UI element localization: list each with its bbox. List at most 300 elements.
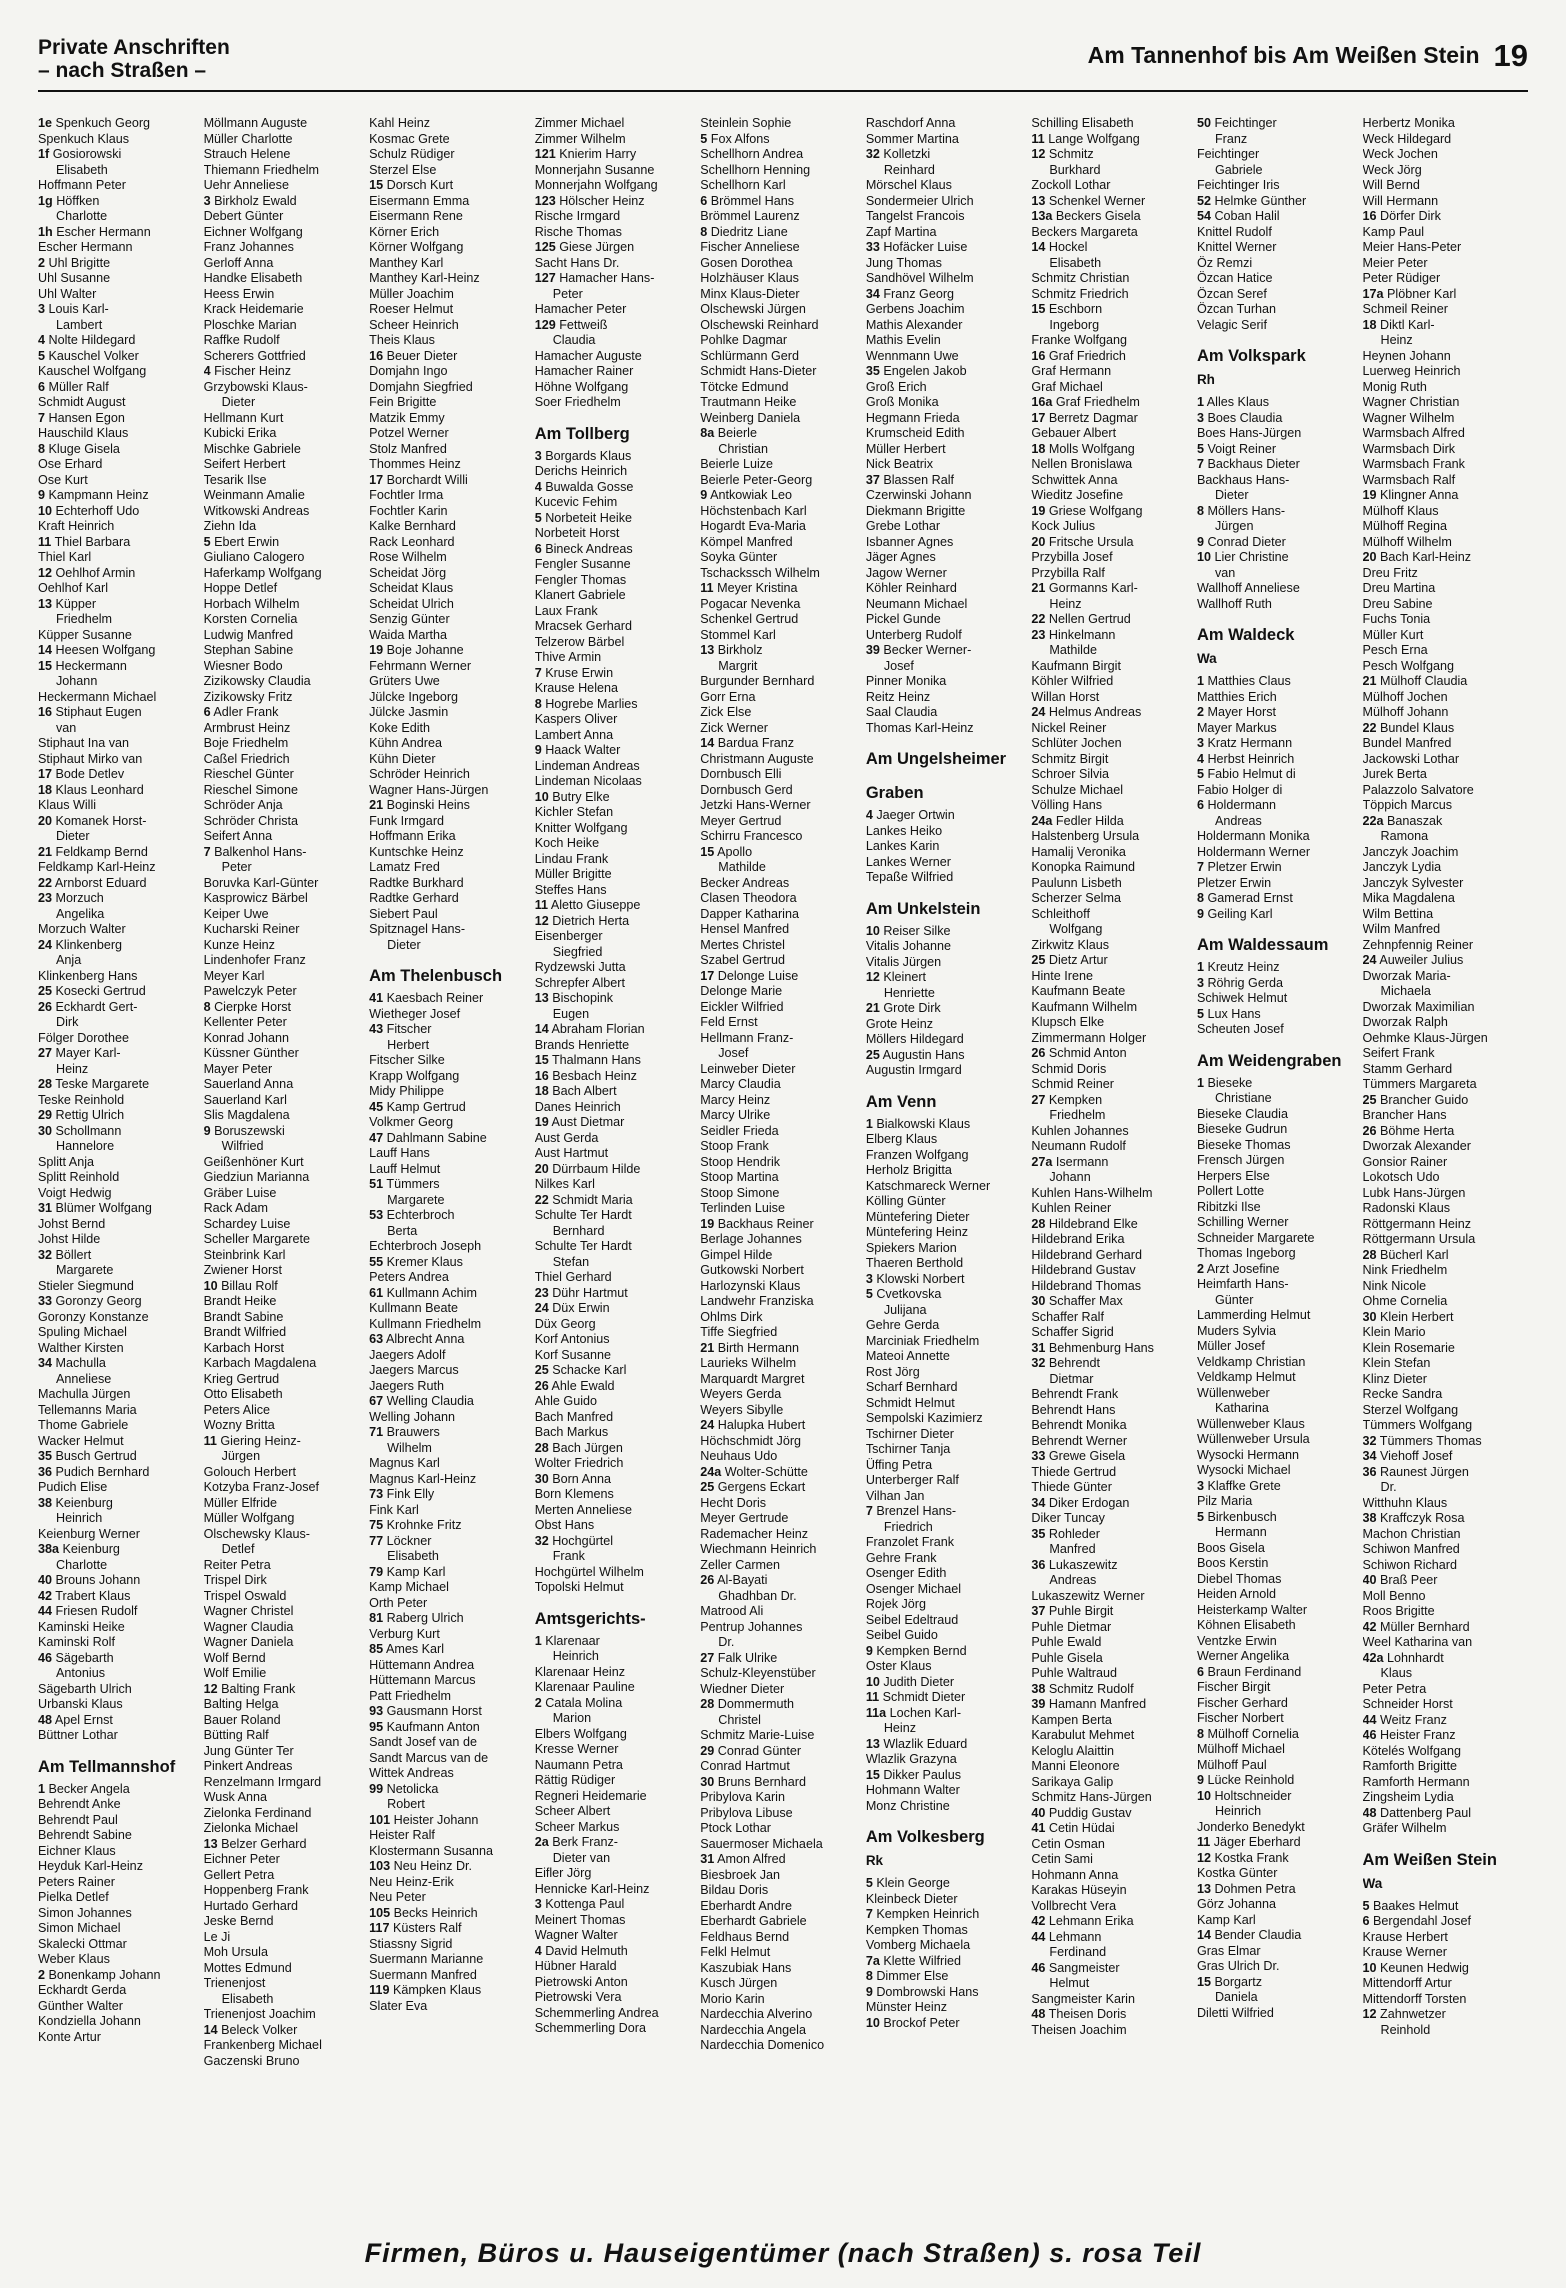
entry-continuation: Reinhard [883, 162, 935, 177]
resident-entry: Hellmann Kurt [203, 410, 284, 425]
resident-entry: 7 Balkenhol Hans- [203, 844, 307, 859]
house-number: 5 [1196, 1509, 1204, 1524]
house-number: 2 [1196, 705, 1204, 719]
resident-entry: Gras Ulrich Dr. [1196, 1959, 1280, 1973]
resident-entry: Kötelés Wolfgang [1362, 1743, 1461, 1758]
house-number: 12 [1362, 2007, 1377, 2021]
resident-entry: Pohlke Dagmar [700, 333, 788, 347]
house-number: 81 [369, 1611, 384, 1625]
resident-entry: Behrendt Anke [38, 1797, 121, 1811]
resident-entry: Scheidat Ulrich [369, 596, 454, 611]
resident-entry: Klaus Willi [38, 798, 97, 812]
resident-entry: 8 Hogrebe Marlies [534, 696, 638, 711]
house-number: 7a [865, 1953, 880, 1968]
resident-entry: 2a Berk Franz- [534, 1835, 618, 1849]
house-number: 1 [1196, 960, 1204, 974]
directory-column [204, 116, 368, 2206]
resident-entry: Pudich Elise [38, 1480, 108, 1494]
house-number: 5 [1196, 767, 1204, 781]
resident-entry: 18 Klaus Leonhard [38, 782, 144, 797]
resident-entry: Gerloff Anna [203, 255, 274, 270]
house-number: 11 [38, 534, 52, 549]
resident-entry: 35 Rohleder [1031, 1526, 1100, 1541]
resident-entry: Mittendorff Torsten [1362, 1991, 1467, 2006]
resident-entry: Tümmers Wolfgang [1362, 1418, 1473, 1432]
house-number: 3 [1196, 1478, 1204, 1493]
house-number: 21 [369, 798, 384, 812]
resident-entry: Telzerow Bärbel [534, 634, 625, 649]
resident-entry: Küpper Susanne [38, 627, 132, 642]
resident-entry: 24 Auweiler Julius [1362, 953, 1464, 967]
resident-entry: Velagic Serif [1196, 317, 1267, 332]
entry-continuation: Gabriele [1214, 162, 1263, 177]
resident-entry: Müller Kurt [1362, 627, 1424, 642]
house-number: 39 [865, 643, 880, 657]
resident-entry: Stiphaut Ina van [38, 736, 130, 750]
resident-entry: 8 Diedritz Liane [700, 224, 788, 239]
entry-continuation: van [56, 720, 77, 735]
resident-entry: 25 Brancher Guido [1362, 1092, 1469, 1107]
resident-entry: Puhle Ewald [1031, 1635, 1102, 1649]
resident-entry: Weck Jochen [1362, 147, 1438, 161]
resident-entry: Fehrmann Werner [369, 658, 472, 673]
entry-continuation: Ghadhban Dr. [718, 1588, 797, 1603]
resident-entry: 73 Fink Elly [369, 1487, 435, 1501]
house-number: 15 [369, 178, 384, 192]
resident-entry: Hübner Harald [534, 1959, 617, 1973]
resident-entry: 7a Klette Wilfried [865, 1953, 962, 1968]
house-number: 32 [1362, 1433, 1377, 1448]
resident-entry: Schneider Margarete [1196, 1230, 1315, 1245]
resident-entry: Nellen Bronislawa [1031, 457, 1133, 471]
house-number: 11 [1031, 131, 1045, 146]
house-number: 16 [38, 705, 53, 719]
resident-entry: Schulze Michael [1031, 782, 1124, 797]
house-number: 7 [38, 410, 46, 425]
resident-entry: Kaufmann Beate [1031, 984, 1126, 998]
resident-entry: 16 Besbach Heinz [534, 1068, 637, 1083]
resident-entry: 4 Nolte Hildegard [38, 333, 136, 347]
resident-entry: Klupsch Elke [1031, 1015, 1105, 1029]
resident-entry: Regneri Heidemarie [534, 1788, 647, 1803]
house-number: 77 [369, 1533, 384, 1548]
resident-entry: Krack Heidemarie [203, 302, 304, 316]
resident-entry: Kampen Berta [1031, 1712, 1112, 1727]
house-number: 24 [38, 937, 53, 952]
resident-entry: Tötcke Edmund [700, 379, 789, 394]
resident-entry: 18 Molls Wolfgang [1031, 441, 1135, 456]
resident-entry: Schmitz Friedrich [1031, 286, 1129, 301]
resident-entry: 9 Antkowiak Leo [700, 488, 792, 502]
resident-entry: 71 Brauwers [369, 1425, 440, 1439]
resident-entry: Pogacar Nevenka [700, 596, 801, 611]
resident-entry: 21 Boginski Heins [369, 798, 470, 812]
entry-continuation: Dr. [1380, 1480, 1397, 1494]
resident-entry: 35 Engelen Jakob [865, 364, 967, 378]
resident-entry: 10 Echterhoff Udo [38, 503, 140, 518]
resident-entry: 10 Brockof Peter [865, 2015, 960, 2030]
street-heading: Am Volkspark [1196, 347, 1306, 365]
resident-entry: Bieseke Claudia [1196, 1106, 1288, 1121]
resident-entry: 48 Apel Ernst [38, 1712, 113, 1727]
resident-entry: Frankenberg Michael [203, 2038, 322, 2052]
resident-entry: Kosmac Grete [369, 131, 450, 146]
resident-entry: 28 Bach Jürgen [534, 1440, 623, 1455]
resident-entry: 30 Klein Herbert [1362, 1309, 1454, 1324]
resident-entry: 3 Klaffke Grete [1196, 1478, 1281, 1493]
entry-continuation: Margarete [387, 1192, 445, 1207]
resident-entry: Hamalij Veronika [1031, 844, 1126, 859]
resident-entry: Wieditz Josefine [1031, 488, 1124, 502]
resident-entry: Le Ji [203, 1929, 231, 1944]
house-number: 44 [38, 1604, 53, 1618]
resident-entry: Kaufmann Birgit [1031, 658, 1121, 673]
resident-entry: Jurek Berta [1362, 767, 1427, 781]
house-number: 39 [1031, 1697, 1046, 1711]
resident-entry: Ramforth Brigitte [1362, 1759, 1457, 1773]
resident-entry: 22a Banaszak [1362, 813, 1443, 828]
resident-entry: Kaminski Heike [38, 1619, 125, 1634]
resident-entry: 95 Kaufmann Anton [369, 1719, 480, 1734]
entry-continuation: Andreas [1049, 1573, 1097, 1587]
resident-entry: 3 Röhrig Gerda [1196, 975, 1284, 990]
house-number: 14 [203, 2022, 218, 2037]
house-number: 5 [1196, 441, 1204, 456]
resident-entry: Mülhoff Regina [1362, 519, 1447, 533]
resident-entry: Eisermann Rene [369, 209, 463, 223]
resident-entry: Debert Günter [203, 209, 284, 223]
resident-entry: 30 Bruns Bernhard [700, 1774, 806, 1789]
resident-entry: Becker Andreas [700, 875, 790, 890]
resident-entry: Lammerding Helmut [1196, 1308, 1311, 1322]
house-number: 1 [534, 1633, 542, 1648]
resident-entry: Feichtinger Iris [1196, 178, 1280, 192]
house-number: 20 [38, 813, 53, 828]
resident-entry: Przybilla Josef [1031, 550, 1113, 564]
resident-entry: Warmsbach Alfred [1362, 426, 1465, 440]
entry-continuation: Ramona [1380, 829, 1429, 843]
resident-entry: 42 Müller Bernhard [1362, 1619, 1470, 1634]
resident-entry: 75 Krohnke Fritz [369, 1518, 462, 1532]
house-number: 21 [1031, 581, 1046, 595]
resident-entry: 23 Dühr Hartmut [534, 1285, 628, 1300]
resident-entry: Pinkert Andreas [203, 1759, 293, 1773]
resident-entry: Brandt Wilfried [203, 1325, 287, 1339]
resident-entry: Schellhorn Henning [700, 162, 811, 177]
resident-entry: Trispel Dirk [203, 1573, 267, 1587]
resident-entry: 8 Gamerad Ernst [1196, 891, 1293, 905]
resident-entry: Neumann Michael [865, 596, 968, 611]
house-number: 6 [1196, 798, 1204, 812]
resident-entry: Müller Elfride [203, 1495, 278, 1510]
resident-entry: 1 Klarenaar [534, 1633, 600, 1648]
resident-entry: Laux Frank [534, 603, 598, 618]
resident-entry: Przybilla Ralf [1031, 565, 1105, 580]
resident-entry: 8 Möllers Hans- [1196, 503, 1286, 518]
resident-entry: Echterbroch Joseph [369, 1239, 482, 1253]
resident-entry: Rack Adam [203, 1201, 268, 1215]
resident-entry: Kamp Karl [1196, 1912, 1256, 1927]
resident-entry: 12 Zahnwetzer [1362, 2007, 1446, 2021]
resident-entry: 16a Graf Friedhelm [1031, 395, 1140, 409]
resident-entry: Sandt Josef van de [369, 1735, 477, 1749]
resident-entry: Ziehn Ida [203, 519, 257, 533]
resident-entry: Müller Wolfgang [203, 1511, 295, 1525]
resident-entry: 15 Eschborn [1031, 302, 1103, 316]
resident-entry: Hauschild Klaus [38, 426, 129, 440]
resident-entry: Zirkwitz Klaus [1031, 937, 1110, 952]
resident-entry: Jackowski Lothar [1362, 751, 1460, 766]
house-number: 127 [534, 271, 556, 285]
house-number: 125 [534, 240, 556, 254]
resident-entry: Boje Friedhelm [203, 736, 289, 750]
resident-entry: Weck Hildegard [1362, 131, 1452, 146]
resident-entry: Marciniak Friedhelm [865, 1333, 980, 1348]
resident-entry: Graf Hermann [1031, 364, 1112, 378]
resident-entry: 15 Borgartz [1196, 1974, 1263, 1989]
resident-entry: 25 Kosecki Gertrud [38, 984, 146, 998]
resident-entry: Thive Armin [534, 650, 602, 664]
resident-entry: Hildebrand Erika [1031, 1232, 1125, 1246]
resident-entry: 28 Dommermuth [700, 1697, 795, 1711]
house-number: 20 [1362, 550, 1377, 564]
resident-entry: Dreu Fritz [1362, 565, 1418, 580]
resident-entry: Hoffmann Erika [369, 829, 456, 843]
resident-entry: 15 Dorsch Kurt [369, 178, 454, 192]
resident-entry: Born Klemens [534, 1487, 614, 1501]
resident-entry: 34 Machulla [38, 1356, 106, 1370]
resident-entry: Scheer Markus [534, 1819, 620, 1834]
resident-entry: 26 Eckhardt Gert- [38, 999, 138, 1014]
resident-entry: Zizikowsky Claudia [203, 674, 311, 688]
street-heading: Am Weidengraben [1196, 1051, 1342, 1070]
resident-entry: Seifert Herbert [203, 457, 286, 471]
resident-entry: 13 Bischopink [534, 991, 614, 1005]
resident-entry: Tepaße Wilfried [865, 870, 954, 884]
resident-entry: Schröder Heinrich [369, 767, 470, 781]
resident-entry: Gebauer Albert [1031, 426, 1117, 440]
resident-entry: Nardecchia Angela [700, 2022, 806, 2037]
house-number: 17a [1362, 286, 1384, 301]
resident-entry: Rost Jörg [865, 1364, 920, 1379]
resident-entry: Boos Kerstin [1196, 1556, 1269, 1570]
resident-entry: Nick Beatrix [865, 457, 933, 471]
entry-continuation: Manfred [1049, 1542, 1096, 1556]
resident-entry: 7 Kruse Erwin [534, 665, 614, 680]
resident-entry: 38 Kraffczyk Rosa [1362, 1511, 1465, 1525]
entry-continuation: Stefan [552, 1254, 590, 1269]
resident-entry: Töppich Marcus [1362, 798, 1453, 812]
resident-entry: Orth Peter [369, 1595, 428, 1610]
resident-entry: Wilm Bettina [1362, 906, 1434, 921]
resident-entry: Stieler Siegmund [38, 1278, 134, 1293]
resident-entry: Brandt Sabine [203, 1309, 284, 1324]
entry-continuation: Elisabeth [56, 162, 108, 177]
resident-entry: Korf Antonius [534, 1332, 610, 1346]
house-number: 42 [38, 1588, 53, 1603]
resident-entry: 26 Ahle Ewald [534, 1378, 615, 1393]
street-heading: Am Waldeck [1196, 626, 1295, 644]
resident-entry: Zimmermann Holger [1031, 1030, 1147, 1045]
resident-entry: Sempolski Kazimierz [865, 1411, 983, 1425]
entry-continuation: Andreas [1214, 813, 1262, 828]
house-number: 20 [534, 1161, 549, 1176]
resident-entry: Trienenjost [203, 1976, 266, 1990]
resident-entry: 18 Diktl Karl- [1362, 317, 1435, 332]
resident-entry: 28 Hildebrand Elke [1031, 1216, 1138, 1231]
house-number: 9 [534, 743, 542, 757]
house-number: 26 [1362, 1123, 1377, 1138]
entry-continuation: Franz [1214, 131, 1248, 146]
resident-entry: Jagow Werner [865, 565, 947, 580]
resident-entry: Matrood Ali [700, 1604, 764, 1618]
house-number: 24 [1031, 705, 1046, 719]
house-number: 42a [1362, 1650, 1384, 1665]
house-number: 19 [534, 1115, 549, 1129]
resident-entry: 3 Boes Claudia [1196, 410, 1283, 425]
house-number: 26 [1031, 1046, 1046, 1060]
house-number: 14 [700, 736, 715, 750]
resident-entry: 19 Klingner Anna [1362, 488, 1459, 502]
house-number: 8 [534, 696, 542, 711]
resident-entry: Herbertz Monika [1362, 116, 1455, 130]
resident-entry: 6 Bineck Andreas [534, 541, 633, 556]
resident-entry: Szabel Gertrud [700, 953, 785, 967]
house-number: 35 [865, 364, 880, 378]
resident-entry: Meier Peter [1362, 255, 1428, 270]
house-number: 10 [38, 503, 53, 518]
resident-entry: Eichner Klaus [38, 1843, 116, 1858]
resident-entry: Kucevic Fehim [534, 495, 618, 509]
resident-entry: Weck Jörg [1362, 162, 1422, 177]
resident-entry: Wagner Walter [534, 1928, 618, 1942]
resident-entry: Wagner Christel [203, 1604, 294, 1618]
resident-entry: Hildebrand Gerhard [1031, 1247, 1142, 1262]
entry-continuation: Peter [552, 286, 583, 301]
house-number: 29 [38, 1108, 53, 1122]
resident-entry: 20 Bach Karl-Heinz [1362, 550, 1472, 564]
resident-entry: 10 Keunen Hedwig [1362, 1960, 1469, 1975]
house-number: 33 [1031, 1449, 1046, 1463]
house-number: 75 [369, 1518, 384, 1532]
entry-continuation: Eugen [552, 1006, 590, 1021]
house-number: 36 [1031, 1557, 1046, 1572]
resident-entry: Augustin Irmgard [865, 1063, 962, 1077]
resident-entry: Beierle Peter-Georg [700, 472, 813, 487]
house-number: 2 [38, 255, 46, 270]
house-number: 15 [1196, 1974, 1211, 1989]
resident-entry: Sandt Marcus van de [369, 1750, 489, 1765]
resident-entry: Bieseke Gudrun [1196, 1122, 1288, 1136]
resident-entry: Pinner Monika [865, 674, 947, 688]
house-number: 31 [700, 1852, 715, 1866]
house-number: 41 [369, 991, 384, 1005]
resident-entry: Seibel Guido [865, 1628, 938, 1642]
resident-entry: Lauff Helmut [369, 1161, 441, 1176]
house-number: 26 [38, 999, 53, 1014]
resident-entry: Danes Heinrich [534, 1099, 621, 1114]
house-number: 40 [1362, 1573, 1377, 1587]
resident-entry: 6 Brömmel Hans [700, 193, 795, 208]
house-number: 46 [1362, 1728, 1377, 1742]
resident-entry: Kamp Paul [1362, 224, 1425, 239]
resident-entry: Welling Johann [369, 1409, 456, 1424]
resident-entry: Wysocki Hermann [1196, 1447, 1299, 1462]
resident-entry: Özcan Hatice [1196, 271, 1273, 285]
resident-entry: 81 Raberg Ulrich [369, 1611, 464, 1625]
house-number: 23 [1031, 627, 1046, 642]
resident-entry: 44 Lehmann [1031, 1929, 1102, 1944]
resident-entry: Monz Christine [865, 1798, 950, 1813]
house-number: 3 [865, 1271, 873, 1286]
house-number: 3 [38, 302, 46, 316]
resident-entry: 3 Borgards Klaus [534, 448, 632, 463]
resident-entry: 13 Küpper [38, 596, 97, 611]
resident-entry: Rättig Rüdiger [534, 1773, 616, 1787]
entry-continuation: Hannelore [56, 1139, 115, 1153]
house-number: 121 [534, 147, 556, 161]
resident-entry: 6 Müller Ralf [38, 379, 109, 394]
resident-entry: 34 Franz Georg [865, 286, 955, 301]
house-number: 31 [38, 1201, 53, 1215]
resident-entry: Eichner Wolfgang [203, 224, 303, 239]
resident-entry: Wagner Christian [1362, 395, 1460, 409]
resident-entry: Schmitz Birgit [1031, 751, 1109, 766]
resident-entry: 5 Norbeteit Heike [534, 510, 632, 525]
resident-entry: Matthies Erich [1196, 689, 1277, 704]
house-number: 55 [369, 1254, 384, 1269]
resident-entry: Wennmann Uwe [865, 348, 959, 363]
resident-entry: 8a Beierle [700, 426, 757, 440]
resident-entry: Raffke Rudolf [203, 333, 280, 347]
resident-entry: Hohmann Walter [865, 1783, 960, 1797]
resident-entry: Janczyk Joachim [1362, 844, 1459, 859]
resident-entry: Mayer Peter [203, 1061, 273, 1076]
resident-entry: Sterzel Wolfgang [1362, 1402, 1459, 1417]
house-number: 63 [369, 1332, 384, 1346]
house-number: 9 [1196, 1773, 1204, 1787]
house-number: 28 [1031, 1216, 1046, 1231]
resident-entry: Mathis Alexander [865, 317, 963, 332]
resident-entry: Gräfer Wilhelm [1362, 1821, 1447, 1835]
resident-entry: Nardecchia Domenico [700, 2038, 825, 2052]
resident-entry: Steinlein Sophie [700, 116, 792, 130]
resident-entry: 1 Alles Klaus [1196, 395, 1270, 409]
resident-entry: 79 Kamp Karl [369, 1564, 446, 1579]
entry-continuation: Dr. [718, 1635, 735, 1649]
resident-entry: 21 Birth Hermann [700, 1340, 799, 1355]
resident-entry: Fischer Birgit [1196, 1680, 1271, 1694]
entry-continuation: Angelika [56, 906, 105, 921]
resident-entry: Naumann Petra [534, 1757, 623, 1772]
resident-entry: Schmitz Marie-Luise [700, 1728, 815, 1742]
resident-entry: 16 Beuer Dieter [369, 348, 458, 363]
house-number: 12 [1031, 147, 1046, 161]
house-number: 5 [865, 1876, 873, 1890]
resident-entry: Fengler Susanne [534, 557, 631, 571]
resident-entry: Köhler Reinhard [865, 581, 957, 595]
resident-entry: Zwiener Horst [203, 1263, 282, 1277]
resident-entry: Schulz-Kleyenstüber [700, 1666, 816, 1680]
resident-entry: 15 Thalmann Hans [534, 1053, 641, 1067]
house-number: 11 [203, 1433, 217, 1448]
resident-entry: Jung Günter Ter [203, 1743, 294, 1758]
house-number: 25 [1362, 1092, 1377, 1107]
resident-entry: Elbers Wolfgang [534, 1726, 627, 1741]
resident-entry: Jonderko Benedykt [1196, 1819, 1305, 1834]
resident-entry: Ose Erhard [38, 457, 103, 471]
resident-entry: Zingsheim Lydia [1362, 1790, 1454, 1804]
